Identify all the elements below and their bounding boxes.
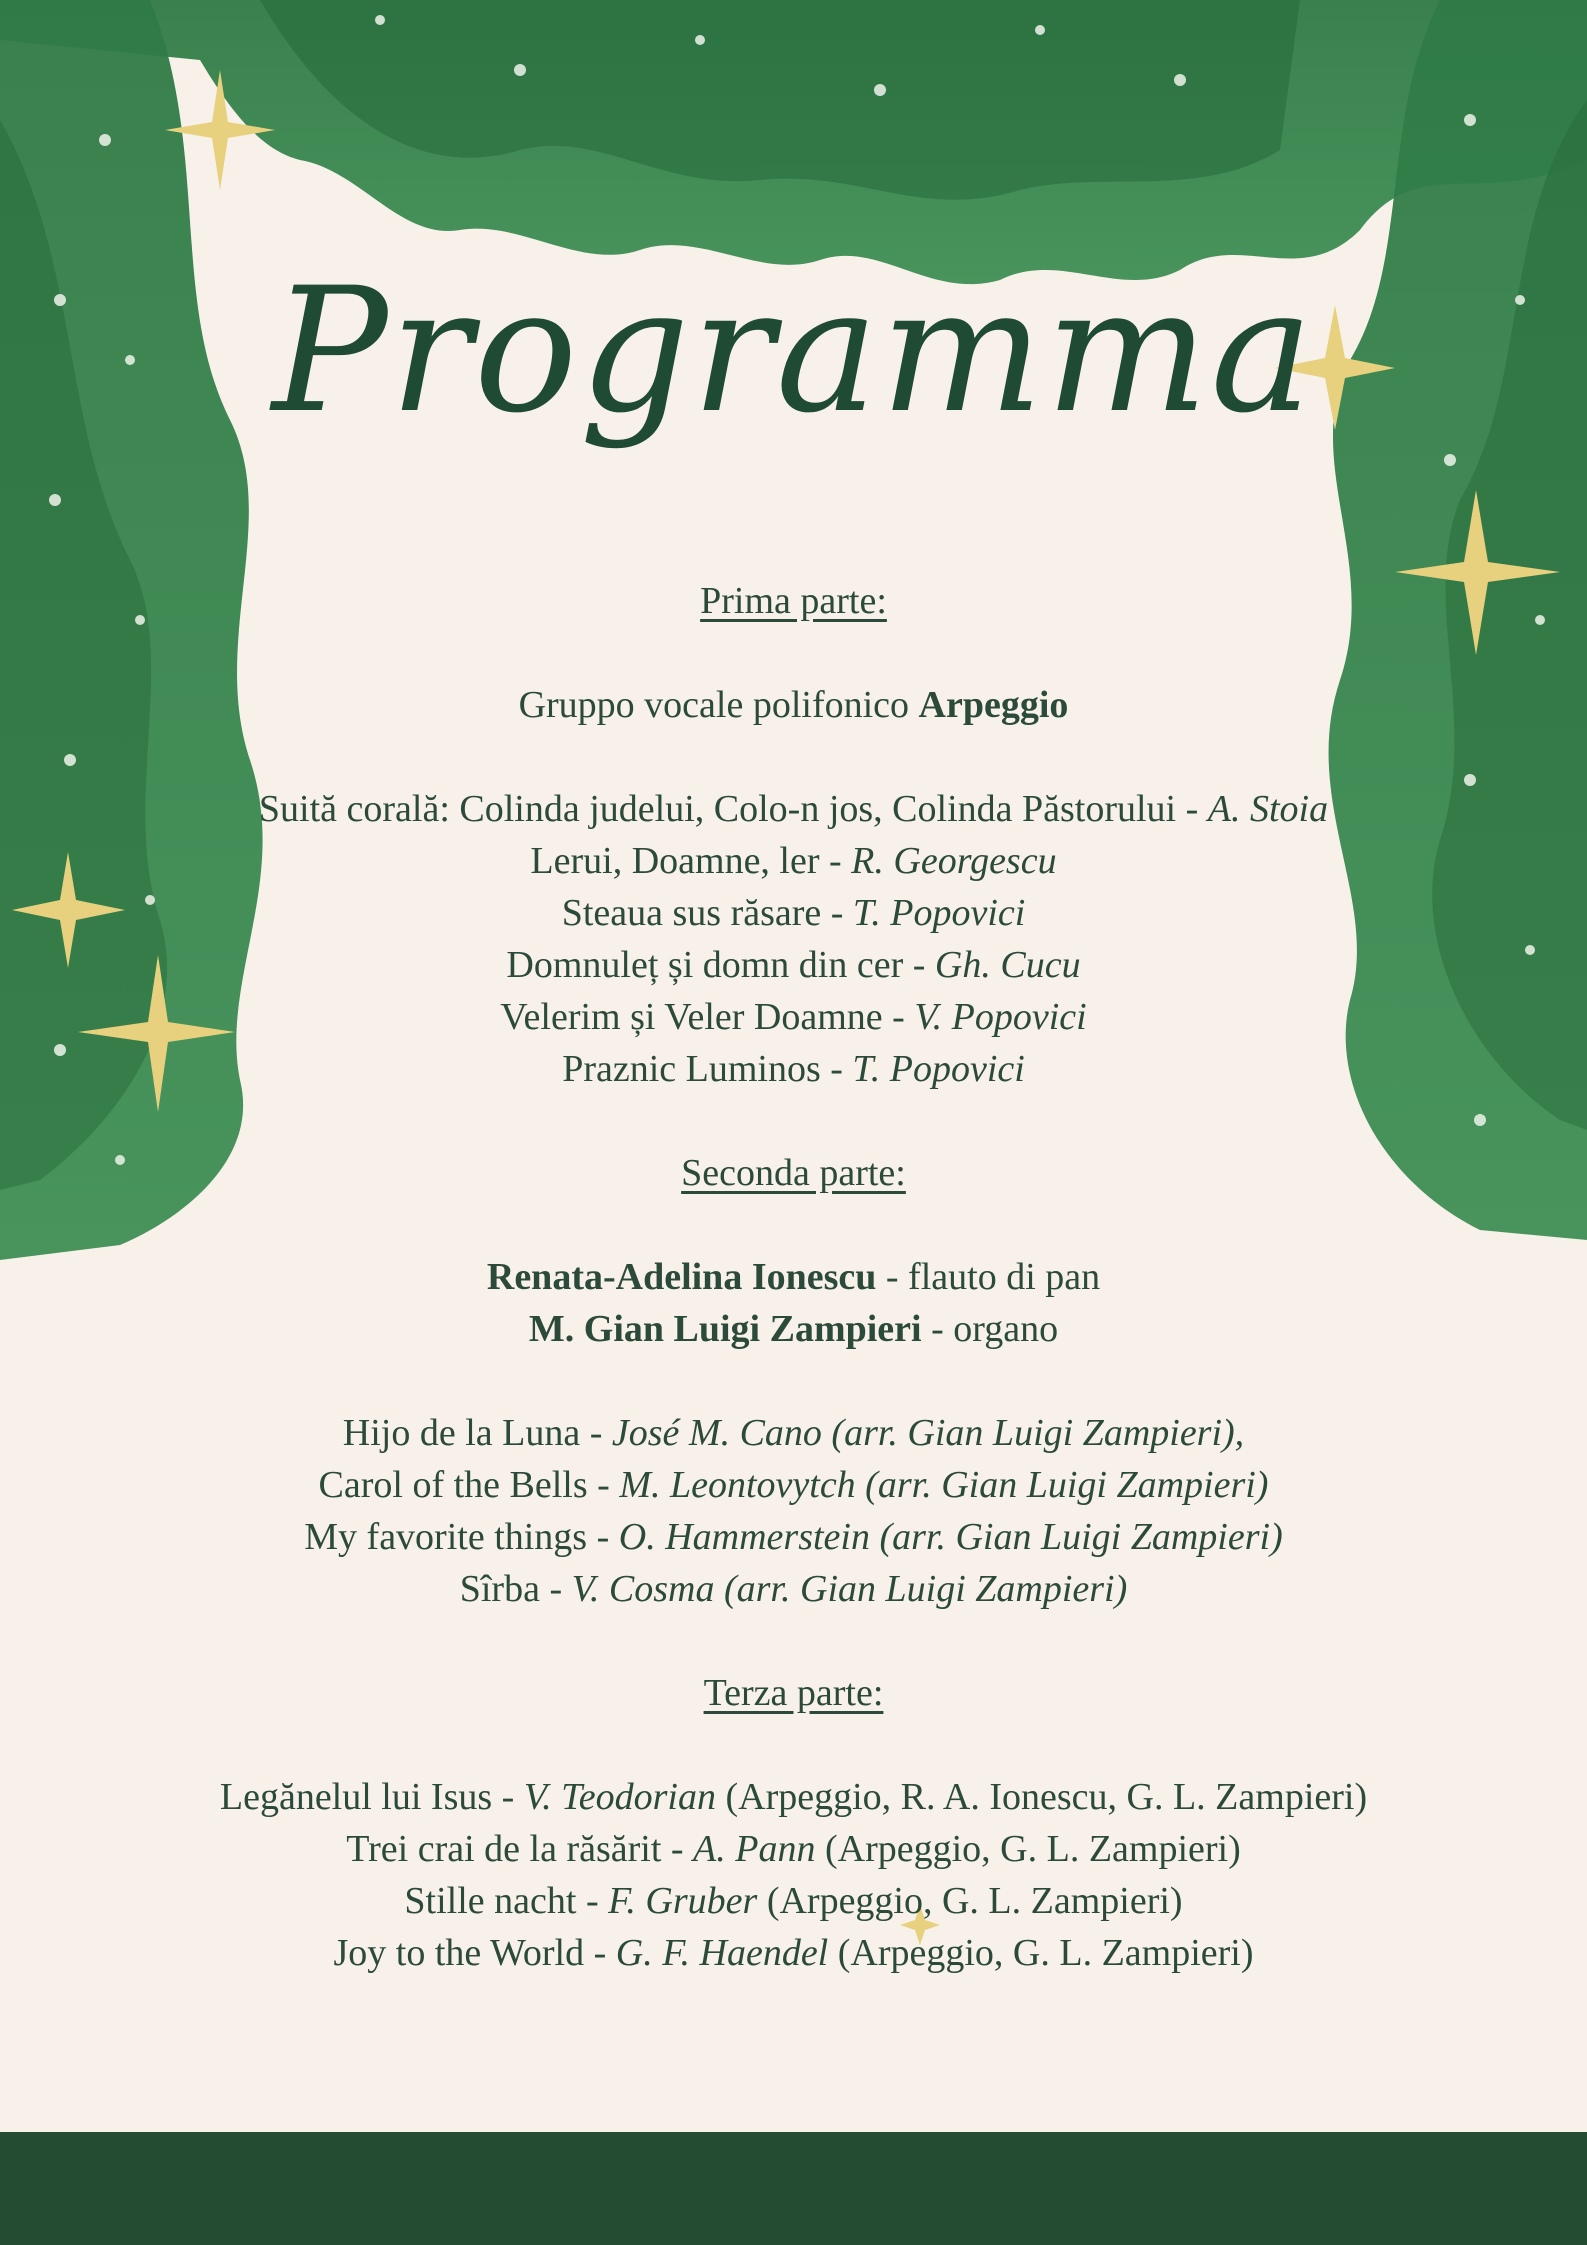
program-piece: Legănelul lui Isus - V. Teodorian (Arpeggio, R. A. Ionescu, G. L. Zampieri) (219, 1776, 1368, 1818)
program-piece: Hijo de la Luna - José M. Cano (arr. Gian Luigi Zampieri), (342, 1412, 1245, 1454)
program-piece: Sîrba - V. Cosma (arr. Gian Luigi Zampieri) (459, 1568, 1128, 1610)
part-heading: Terza parte: (703, 1672, 884, 1714)
composer: V. Cosma (arr. Gian Luigi Zampieri) (571, 1568, 1128, 1610)
performers: (Arpeggio, G. L. Zampieri) (815, 1828, 1241, 1870)
composer: A. Stoia (1207, 788, 1329, 830)
program-piece: Domnuleț și domn din cer - Gh. Cucu (506, 944, 1081, 986)
program-piece: Carol of the Bells - M. Leontovytch (arr. Gian Luigi Zampieri) (318, 1464, 1269, 1506)
composer: V. Popovici (914, 996, 1087, 1038)
performer-line: Renata-Adelina Ionescu - flauto di pan (486, 1256, 1101, 1298)
program-piece: My favorite things - O. Hammerstein (arr. Gian Luigi Zampieri) (304, 1516, 1283, 1558)
performer-line: M. Gian Luigi Zampieri - organo (528, 1308, 1059, 1350)
composer: M. Leontovytch (arr. Gian Luigi Zampieri) (619, 1464, 1269, 1506)
composer: G. F. Haendel (615, 1932, 829, 1974)
program-content (200, 575, 1387, 1979)
performer-name: Arpeggio (918, 684, 1069, 726)
composer: Gh. Cucu (934, 944, 1081, 986)
performers: (Arpeggio, G. L. Zampieri) (828, 1932, 1254, 1974)
program-piece: Velerim și Veler Doamne - V. Popovici (500, 996, 1087, 1038)
part-heading: Seconda parte: (681, 1152, 906, 1194)
program-piece: Joy to the World - G. F. Haendel (Arpeggio, G. L. Zampieri) (333, 1932, 1254, 1974)
program-piece: Trei crai de la răsărit - A. Pann (Arpeggio, G. L. Zampieri) (346, 1828, 1241, 1870)
performers: (Arpeggio, R. A. Ionescu, G. L. Zampieri) (715, 1776, 1368, 1818)
composer: R. Georgescu (851, 840, 1057, 882)
program-piece: Stille nacht - F. Gruber (Arpeggio, G. L. Zampieri) (404, 1880, 1183, 1922)
composer: F. Gruber (608, 1880, 758, 1922)
part-heading: Prima parte: (700, 580, 887, 622)
composer: José M. Cano (arr. Gian Luigi Zampieri), (611, 1412, 1245, 1454)
composer: T. Popovici (852, 1048, 1025, 1090)
performer-line: Gruppo vocale polifonico Arpeggio (518, 684, 1069, 726)
composer: V. Teodorian (523, 1776, 716, 1818)
performer-name: Renata-Adelina Ionescu (486, 1256, 877, 1298)
page-title: Programma (271, 250, 1316, 451)
program-piece: Steaua sus răsare - T. Popovici (561, 892, 1026, 934)
composer: O. Hammerstein (arr. Gian Luigi Zampieri) (618, 1516, 1283, 1558)
composer: T. Popovici (852, 892, 1026, 934)
program-piece: Lerui, Doamne, ler - R. Georgescu (530, 840, 1057, 882)
performers: (Arpeggio, G. L. Zampieri) (757, 1880, 1183, 1922)
composer: A. Pann (693, 1828, 816, 1870)
program-piece: Praznic Luminos - T. Popovici (562, 1048, 1025, 1090)
footer-band (0, 2132, 1587, 2245)
performer-name: M. Gian Luigi Zampieri (528, 1308, 922, 1350)
program-piece: Suită corală: Colinda judelui, Colo-n jos, Colinda Păstorului - A. Stoia (258, 788, 1329, 830)
